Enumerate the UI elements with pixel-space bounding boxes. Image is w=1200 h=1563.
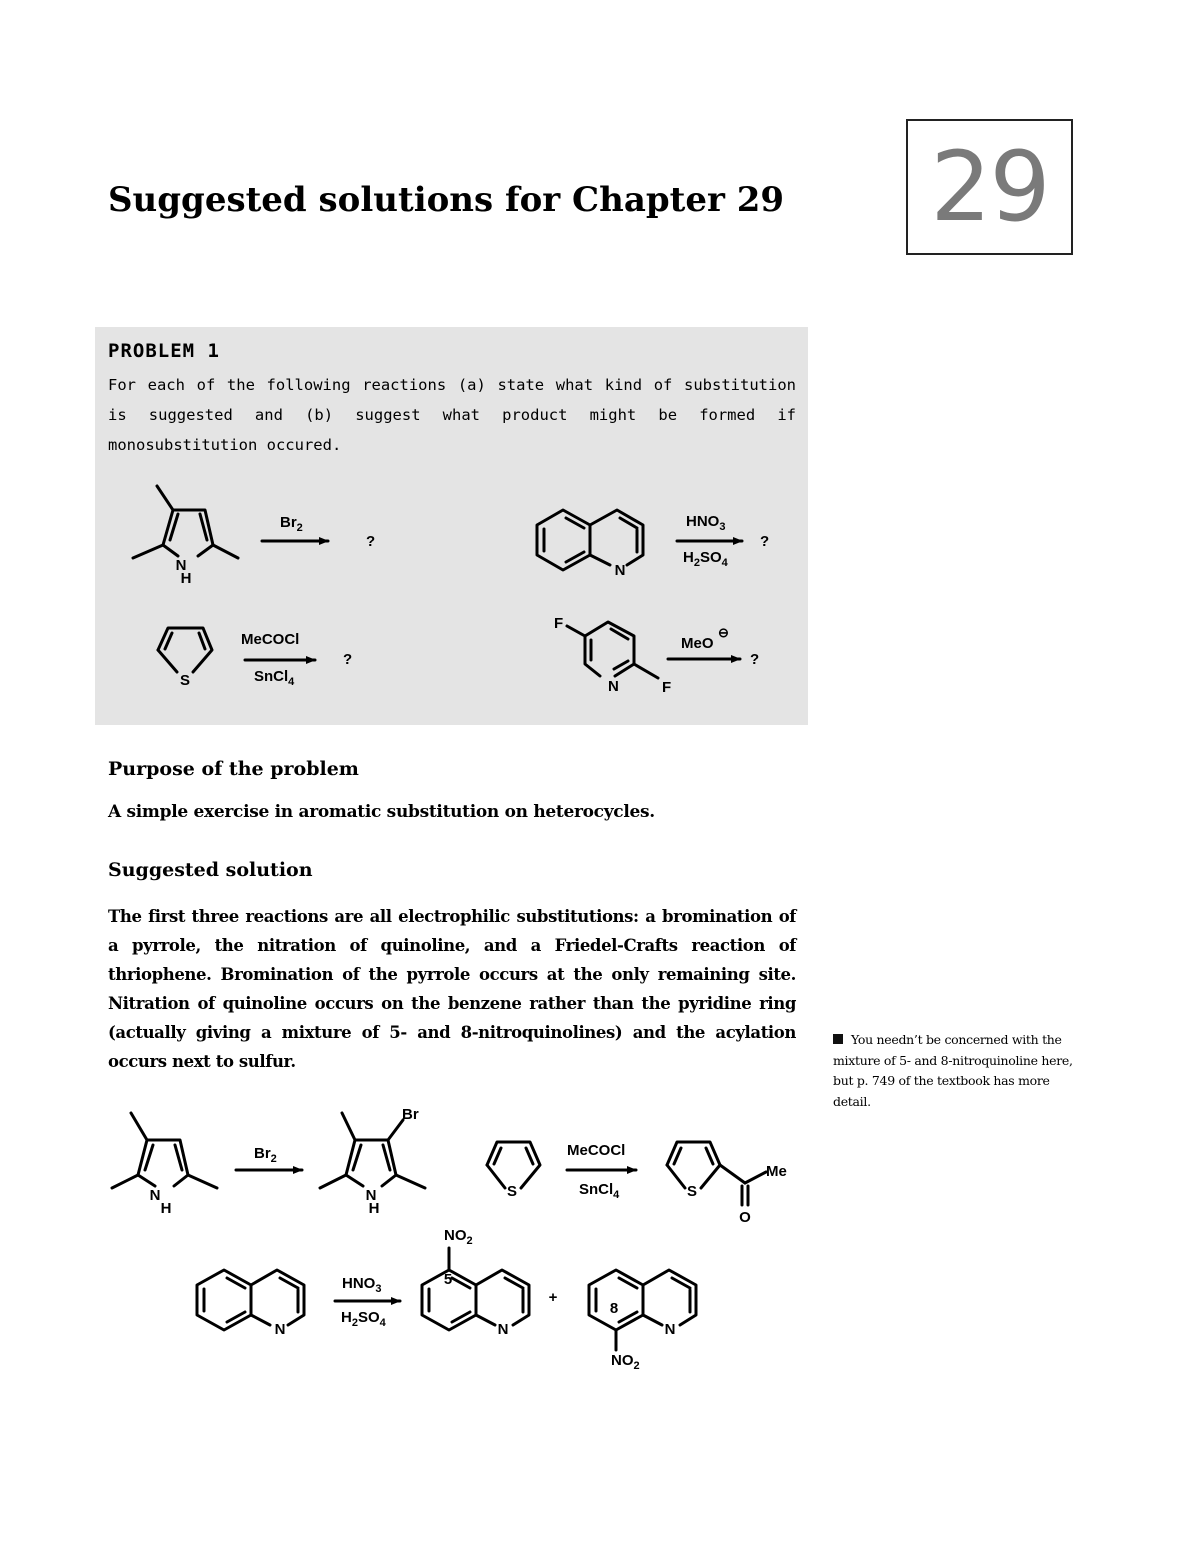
thiophene-start-structure <box>487 1142 540 1188</box>
pyrrole-product-h: H <box>368 1200 380 1217</box>
quinoline-n-label: N <box>614 562 626 579</box>
difluoropyridine-structure <box>567 622 658 678</box>
thiophene-reagent-top: MeCOCl <box>241 631 300 648</box>
nitro-5-label: $NO_2$ <box>444 1227 473 1247</box>
quinoline-product: ? <box>760 533 770 550</box>
thiophene-reagent-bottom: SnCl$_4$ <box>254 668 295 688</box>
nitration-reagent-top: $HNO_3$ <box>342 1275 382 1295</box>
nitro-8-label: $NO_2$ <box>611 1352 640 1372</box>
trimethylpyrrole-structure <box>133 486 238 558</box>
quinoline-structure <box>537 510 643 570</box>
solution-text: The first three reactions are all electrophilic substitutions: a bromination of a pyrrole, the nitration of quinoline, and a Friedel-Crafts reaction of thriophene. Bromination of the pyrrole occurs at the only remaining site. Nitration of quinoline occurs on the benzene rather than the pyridine ring (actually giving a mixture of 5- and 8-nitroquinolines) and the acylation occurs next to sulfur. <box>108 907 796 1071</box>
quinoline-reagent-bottom: $H_2SO_4$ <box>683 549 728 569</box>
bromination-reagent: $Br_2$ <box>254 1145 277 1165</box>
margin-note-text: You needn’t be concerned with the mixture of 5- and 8-nitroquinoline here, but p. 749 of the textbook has more detail. <box>833 1032 1073 1109</box>
pyrrole-start-h: H <box>160 1200 172 1217</box>
position-5-label: 5 <box>443 1271 453 1288</box>
nitroquinoline-5-n: N <box>497 1321 509 1338</box>
nitration-reagent-bottom: $H_2SO_4$ <box>341 1309 386 1329</box>
position-8-label: 8 <box>609 1300 619 1317</box>
pyrrole-product: ? <box>366 533 376 550</box>
pyrrole-reagent: $Br_2$ <box>280 514 303 534</box>
methyl-label: Me <box>766 1163 787 1180</box>
quinoline-reagent-top: $HNO_3$ <box>686 513 726 533</box>
methoxide-charge: ⊖ <box>718 625 729 640</box>
nitroquinoline-8-n: N <box>664 1321 676 1338</box>
purpose-text: A simple exercise in aromatic substitution on heterocycles. <box>108 802 655 822</box>
pyridine-f-label-2: F <box>662 679 672 696</box>
acetylthiophene-product-structure <box>667 1142 766 1205</box>
problem-heading: PROBLEM 1 <box>108 340 220 362</box>
pyridine-product: ? <box>750 651 760 668</box>
acetylthiophene-s: S <box>686 1183 698 1200</box>
problem-text: For each of the following reactions (a) state what kind of substitution is suggested and (b) suggest what product might be formed if monosubstitution occured. <box>108 376 796 454</box>
chapter-number: 29 <box>930 131 1049 243</box>
thiophene-s: S <box>506 1183 518 1200</box>
quinoline-start-structure <box>197 1270 304 1330</box>
pyrrole-product-n: N <box>365 1187 377 1204</box>
thiophene-structure <box>158 628 212 672</box>
methoxide-reagent: MeO <box>681 635 714 652</box>
nitroquinoline-5-structure <box>422 1248 529 1330</box>
trimethylpyrrole-start-structure <box>112 1113 217 1188</box>
bromopyrrole-product-structure <box>320 1113 425 1188</box>
pyridine-f-label-1: F <box>554 615 564 632</box>
nitroquinoline-8-structure <box>589 1270 696 1350</box>
pyrrole-n-label: N <box>175 557 187 574</box>
thiophene-product: ? <box>343 651 353 668</box>
thiophene-s-label: S <box>179 672 191 689</box>
bromo-label: Br <box>402 1106 419 1123</box>
purpose-heading: Purpose of the problem <box>108 758 359 780</box>
page-title: Suggested solutions for Chapter 29 <box>108 180 785 220</box>
solution-reaction-scheme <box>0 1090 1200 1390</box>
acylation-reagent-bottom: SnCl$_4$ <box>579 1181 620 1201</box>
pyrrole-h-label: H <box>180 570 192 587</box>
solution-heading: Suggested solution <box>108 859 313 881</box>
problem-reaction-scheme <box>0 0 1200 760</box>
pyridine-n-label: N <box>608 678 619 695</box>
plus-sign: + <box>548 1289 558 1306</box>
square-bullet-icon <box>833 1034 843 1044</box>
pyrrole-start-n: N <box>149 1187 161 1204</box>
quinoline-start-n: N <box>274 1321 286 1338</box>
acylation-reagent-top: MeCOCl <box>567 1142 626 1159</box>
carbonyl-o-label: O <box>739 1209 751 1226</box>
